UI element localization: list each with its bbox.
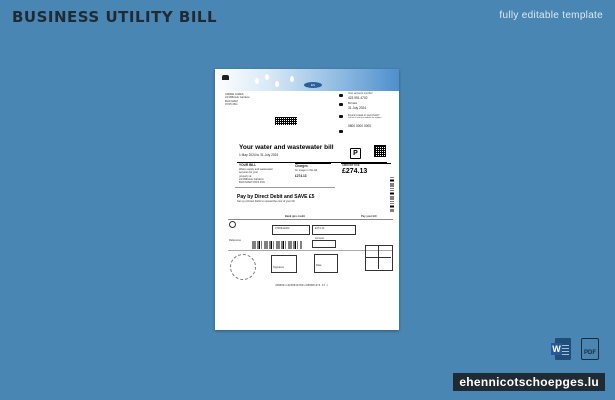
pdf-document-icon: PDF <box>581 338 599 360</box>
slip-field-box <box>312 240 336 248</box>
amount-due-label: AMOUNT DUE <box>342 164 360 167</box>
address-line: BLOXHAM <box>225 99 238 103</box>
slip-reference: 4730641202 <box>275 227 290 230</box>
water-drop-icon <box>265 74 269 80</box>
stamp-circle <box>230 254 256 280</box>
your-bill-line: property at <box>239 174 252 178</box>
account-icon <box>339 94 343 97</box>
help-label: Found a leak or need help? <box>348 114 380 117</box>
direct-debit-heading: Pay by Direct Debit and SAVE £5 <box>237 194 315 200</box>
calendar-icon <box>339 103 343 106</box>
direct-debit-text: Set up a Direct Debit to spread the cost of your bill <box>237 200 295 203</box>
water-drop-icon <box>290 76 294 82</box>
slip-divider <box>228 219 393 220</box>
word-document-icon: W <box>551 338 571 360</box>
address-line: 24 Millbrook Gardens <box>225 96 250 100</box>
page-subtitle: fully editable template <box>499 10 603 21</box>
bank-logo <box>229 221 243 229</box>
bank-giro-label: Bank giro credit <box>285 215 305 218</box>
bill-date-label: Bill date <box>348 102 358 105</box>
info-icon <box>339 130 343 133</box>
bill-header-band <box>215 69 399 91</box>
info-text <box>348 130 396 133</box>
cheque-grid-line <box>365 257 391 258</box>
date-label: Date <box>316 264 322 267</box>
your-bill-line: services for your <box>239 171 259 175</box>
tap-icon <box>222 75 229 80</box>
slip-reference-label: Reference <box>229 239 241 242</box>
water-drop-icon <box>275 81 279 87</box>
your-bill-text <box>239 168 287 184</box>
site-watermark: ehennicotschoepges.lu <box>453 373 605 391</box>
bill-period: 1 May 2024 to 31 July 2024 <box>239 153 279 157</box>
your-bill-line: Water supply and wastewater <box>239 168 273 171</box>
payment-badge: P <box>350 148 361 159</box>
signature-box <box>271 255 297 273</box>
water-drop-icon <box>255 78 259 84</box>
address-line: OX15 4SG <box>225 102 238 106</box>
bill-date: 31 July 2024 <box>348 106 367 110</box>
help-note: Call us or visit our website for support <box>348 117 382 119</box>
your-bill-line: BLOXHAM OX15 4SG <box>239 181 265 185</box>
address-block <box>225 93 285 106</box>
address-barcode <box>275 117 297 125</box>
slip-amount-label: Amount <box>315 237 324 240</box>
slip-barcode <box>252 241 302 249</box>
charges-amount: £274.13 <box>295 174 307 178</box>
phone-number: 0800 0000 0000 <box>348 124 372 128</box>
pay-label: Pay your bill <box>361 215 377 218</box>
slip-amount: £274.13 <box>315 227 325 230</box>
account-number-label: Your account number <box>348 92 373 95</box>
signature-label: Signature <box>273 266 285 269</box>
charges-text: for usage in this bill <box>295 169 318 172</box>
account-number: 423 991 4702 <box>348 96 368 100</box>
page-title: BUSINESS UTILITY BILL <box>12 8 218 26</box>
file-format-icons <box>551 338 599 360</box>
bill-document <box>215 69 399 330</box>
phone-icon <box>339 115 343 118</box>
your-bill-heading: YOUR BILL <box>239 163 257 167</box>
qr-code-pattern <box>375 146 385 156</box>
cheque-grid <box>365 245 393 271</box>
bill-logo: ES <box>304 82 322 88</box>
footer-code-line: <00002><4230014702><00000>274.13 < <box>275 284 329 287</box>
your-bill-line: 24 Millbrook Gardens <box>239 177 264 181</box>
bill-heading: Your water and wastewater bill <box>239 144 334 151</box>
side-barcode <box>390 176 394 212</box>
charges-heading: Charges <box>295 164 308 168</box>
amount-due: £274.13 <box>342 168 368 175</box>
address-line: ANDRE JAMES <box>225 93 244 96</box>
slip-mark <box>351 252 352 255</box>
